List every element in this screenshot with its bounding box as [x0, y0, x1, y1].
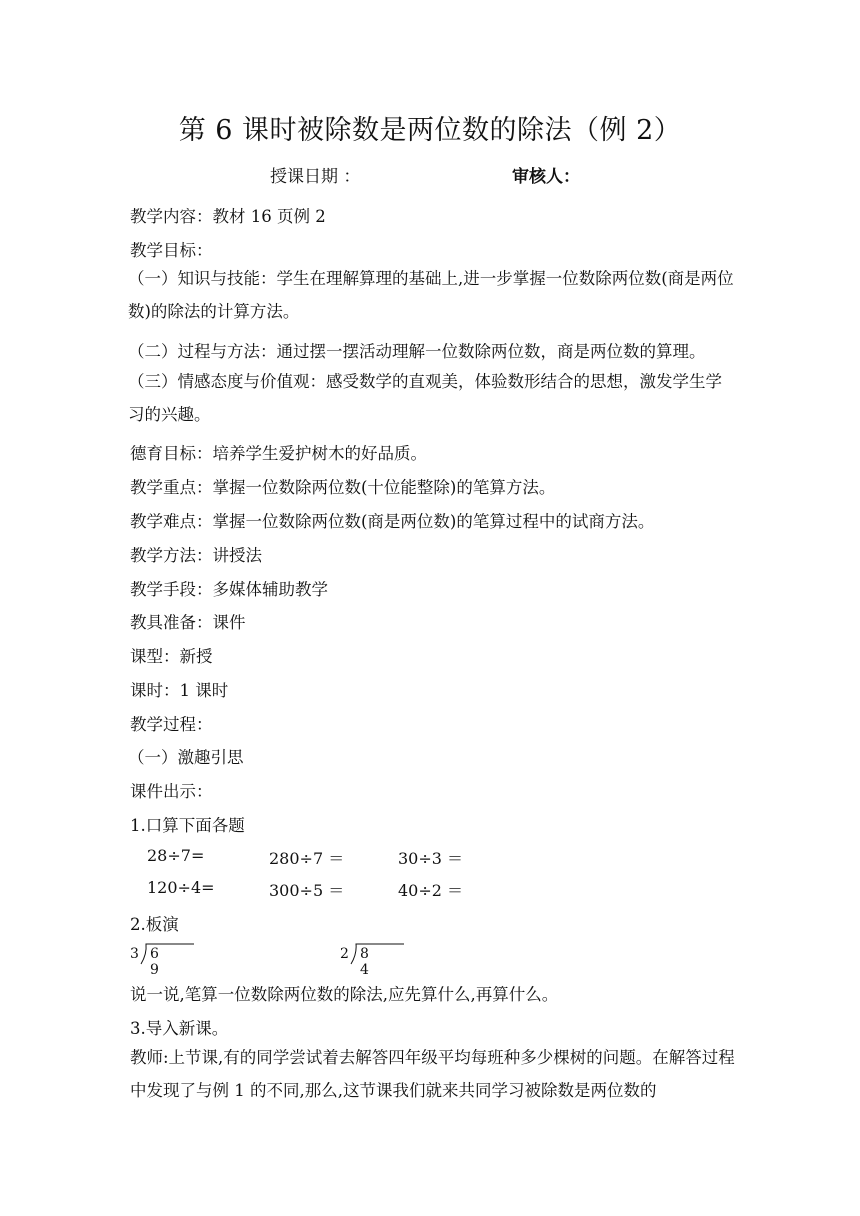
divisor: 3 — [130, 946, 139, 962]
step-one: （一）激趣引思 — [128, 748, 244, 767]
teaching-means: 教学手段：多媒体辅助教学 — [130, 580, 328, 599]
calc-item: 280÷7 ＝ — [269, 849, 345, 868]
lesson-hours: 课时：1 课时 — [130, 681, 229, 700]
moral-goal: 德育目标：培养学生爱护树木的好品质。 — [130, 444, 427, 463]
goals-heading: 教学目标： — [130, 241, 213, 260]
division-bracket-icon — [350, 942, 406, 966]
teaching-method: 教学方法：讲授法 — [130, 546, 262, 565]
lesson-date-label: 授课日期 ： — [270, 167, 361, 187]
calc-item: 300÷5 ＝ — [269, 881, 345, 900]
goal-emotion-values: （三）情感态度与价值观：感受数学的直观美，体验数形结合的思想，激发学生学习的兴趣。 — [128, 372, 722, 424]
goal-knowledge-skills: （一）知识与技能：学生在理解算理的基础上,进一步掌握一位数除两位数(商是两位数)的除法的计算方法。 — [128, 269, 734, 321]
calc-item: 30÷3 ＝ — [398, 849, 464, 868]
reviewer-label — [512, 162, 580, 187]
goal-process-method: （二）过程与方法：通过摆一摆活动理解一位数除两位数，商是两位数的算理。 — [128, 342, 706, 361]
calc-item: 40÷2 ＝ — [398, 881, 464, 900]
division-bracket-icon — [140, 942, 196, 966]
divisor: 2 — [340, 946, 349, 962]
page-title: 第 6 课时被除数是两位数的除法（例 2） — [178, 115, 682, 146]
process-heading: 教学过程： — [130, 715, 213, 734]
question-one: 1.口算下面各题 — [130, 816, 245, 835]
question-two: 2.板演 — [130, 915, 179, 934]
calc-item: 120÷4= — [147, 878, 215, 897]
teaching-tools: 教具准备：课件 — [130, 613, 246, 632]
discussion-prompt: 说一说,笔算一位数除两位数的除法,应先算什么,再算什么。 — [130, 985, 559, 1004]
key-point: 教学重点：掌握一位数除两位数(十位能整除)的笔算方法。 — [130, 478, 556, 497]
difficulty: 教学难点：掌握一位数除两位数(商是两位数)的笔算过程中的试商方法。 — [130, 512, 655, 531]
teacher-remark: 教师:上节课,有的同学尝试着去解答四年级平均每班种多少棵树的问题。在解答过程中发现了与例 1 的不同,那么,这节课我们就来共同学习被除数是两位数的 — [130, 1048, 735, 1100]
question-three: 3.导入新课。 — [130, 1019, 229, 1038]
courseware-label: 课件出示： — [130, 782, 213, 801]
lesson-type: 课型：新授 — [130, 647, 213, 666]
reviewer-label-text: 审核人： — [512, 167, 580, 187]
teaching-content: 教学内容：教材 16 页例 2 — [130, 207, 326, 226]
calc-item: 28÷7= — [147, 846, 205, 865]
dividend: 8 4 — [360, 946, 375, 978]
dividend: 6 9 — [150, 946, 165, 978]
